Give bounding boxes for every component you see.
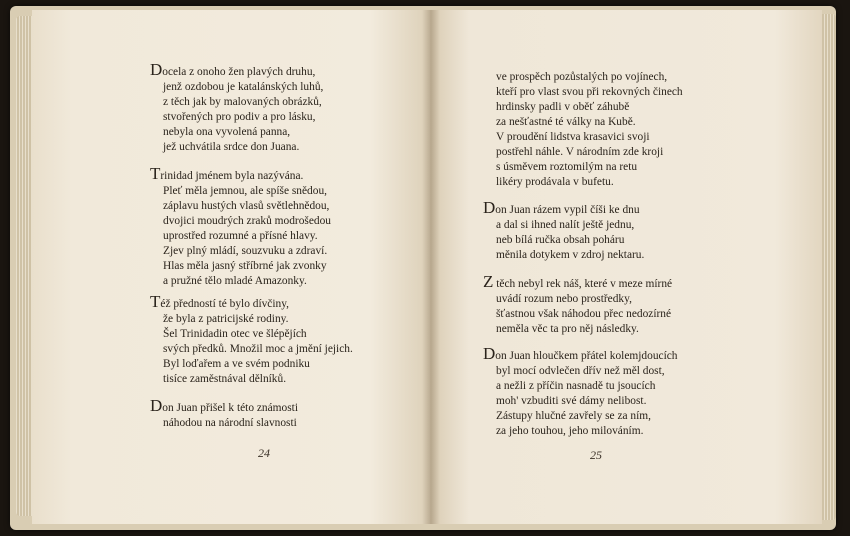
stanza-first-line: Z těch nebyl rek náš, které v meze mírné	[483, 272, 673, 291]
stanza-first-line: Docela z onoho žen plavých druhu,	[150, 60, 316, 79]
verse-line: že byla z patricijské rodiny.	[163, 313, 289, 325]
verse-line: moh' vzbuditi své dámy nelibost.	[496, 395, 647, 407]
verse-line: Zjev plný mládí, souzvuku a zdraví.	[163, 245, 328, 257]
stanza-first-line: Don Juan rázem vypil číši ke dnu	[483, 198, 640, 217]
verse-line: a dal si ihned nalít ještě jednu,	[496, 219, 635, 231]
stanza-first-line: Též předností té bylo dívčiny,	[150, 292, 290, 311]
verse-line: Hlas měla jasný stříbrné jak zvonky	[163, 260, 327, 272]
verse-line: byl mocí odvlečen dřív než měl dost,	[496, 365, 665, 377]
verse-line: stvořených pro podiv a pro lásku,	[163, 111, 316, 123]
verse-line: nebyla ona vyvolená panna,	[163, 126, 291, 138]
verse-line: za nešťastné té války na Kubě.	[496, 116, 636, 128]
verse-line: hrdinsky padli v oběť záhubě	[496, 101, 630, 113]
drop-initial: D	[483, 344, 496, 363]
verse-line: a nežli z příčin nasnadě tu jsoucích	[496, 380, 656, 392]
verse-line: z těch jak by malovaných obrázků,	[163, 96, 322, 108]
verse-line: měnila dotykem v zdroj nektaru.	[496, 249, 645, 261]
verse-line: jež uchvátila srdce don Juana.	[163, 141, 300, 153]
verse-line: s úsměvem roztomilým na retu	[496, 161, 638, 173]
verse-line: Šel Trinidadin otec ve šlépějích	[163, 328, 307, 340]
stanza-first-line: Don Juan přišel k této známosti	[150, 396, 298, 415]
drop-initial: T	[150, 164, 161, 183]
open-book	[10, 6, 836, 530]
verse-line: ve prospěch pozůstalých po vojínech,	[496, 71, 668, 83]
verse-line: Zástupy hlučné zavřely se za ním,	[496, 410, 651, 422]
right-stanza-2	[483, 272, 673, 337]
stanza-first-line: Trinidad jménem byla nazývána.	[150, 164, 304, 183]
verse-line: záplavu hustých vlasů světlehnědou,	[163, 200, 330, 212]
book-gutter	[422, 10, 440, 524]
left-page	[32, 10, 430, 524]
drop-initial: D	[150, 396, 163, 415]
stanza-first-line: Don Juan hloučkem přátel kolemjdoucích	[483, 344, 678, 363]
right-continuation	[496, 70, 683, 190]
page-number-right: 25	[590, 448, 602, 462]
drop-initial: Z	[483, 272, 494, 291]
verse-line: V proudění lidstva krasavici svoji	[496, 131, 650, 143]
verse-line: Byl loďařem a ve svém podniku	[163, 358, 310, 370]
right-stanza-3	[483, 344, 678, 439]
page-edges-right	[822, 14, 836, 520]
left-stanza-2	[150, 164, 331, 289]
left-stanza-3	[150, 292, 353, 387]
verse-line: neměla věc ta pro něj následky.	[496, 323, 639, 335]
verse-line: uprostřed rozumné a přísné hlavy.	[163, 230, 318, 242]
page-number-left: 24	[258, 446, 270, 460]
verse-line: za jeho touhou, jeho milováním.	[496, 425, 644, 437]
verse-line: svých předků. Množil moc a jmění jejich.	[163, 343, 353, 355]
verse-line: náhodou na národní slavnosti	[163, 417, 297, 429]
verse-line: šťastnou však náhodou přec nedozírné	[496, 308, 672, 320]
drop-initial: D	[483, 198, 496, 217]
right-stanza-1	[483, 198, 645, 263]
verse-line: neb bílá ručka obsah poháru	[496, 234, 625, 246]
verse-line: postřehl náhle. V národním zde kroji	[496, 146, 664, 158]
drop-initial: T	[150, 292, 161, 311]
left-stanza-1	[150, 60, 324, 155]
verse-line: jenž ozdobou je katalánských luhů,	[163, 81, 324, 93]
verse-line: kteří pro vlast svou při rekovných činech	[496, 86, 683, 98]
drop-initial: D	[150, 60, 163, 79]
right-page	[430, 10, 822, 524]
verse-line: dvojici moudrých zraků modrošedou	[163, 215, 331, 227]
verse-line: Pleť měla jemnou, ale spíše snědou,	[163, 185, 327, 197]
verse-line: a pružné tělo mladé Amazonky.	[163, 275, 307, 287]
verse-line: tisíce zaměstnával dělníků.	[163, 373, 287, 385]
left-stanza-4	[150, 396, 298, 431]
verse-line: likéry prodávala v bufetu.	[496, 176, 614, 188]
page-edges-left	[16, 16, 32, 516]
verse-line: uvádí rozum nebo prostředky,	[496, 293, 632, 305]
